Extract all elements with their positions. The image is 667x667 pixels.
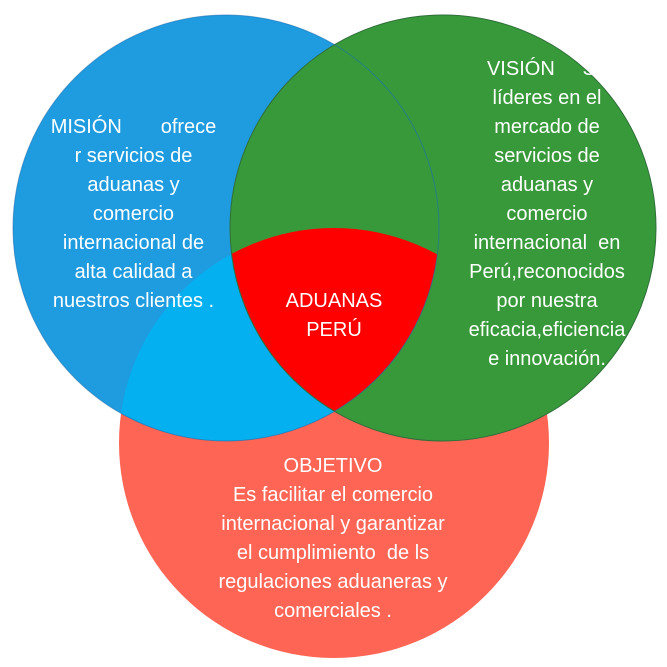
center-label: ADUANAS PERÚ: [285, 290, 383, 341]
mision-text: MISIÓN ofrece r servicios de aduanas y comercio internacional de alta calidad a nuestros clientes .: [50, 116, 217, 312]
vision-text: VISIÓN Se líderes en el mercado de servicios de aduanas y comercio internacional en Perú,reconocidos por nuestra eficacia,eficiencia e innovación.: [468, 58, 626, 370]
objetivo-text: OBJETIVO Es facilitar el comercio internacional y garantizar el cumplimiento de ls regulaciones aduaneras y comerciales .: [218, 455, 448, 622]
